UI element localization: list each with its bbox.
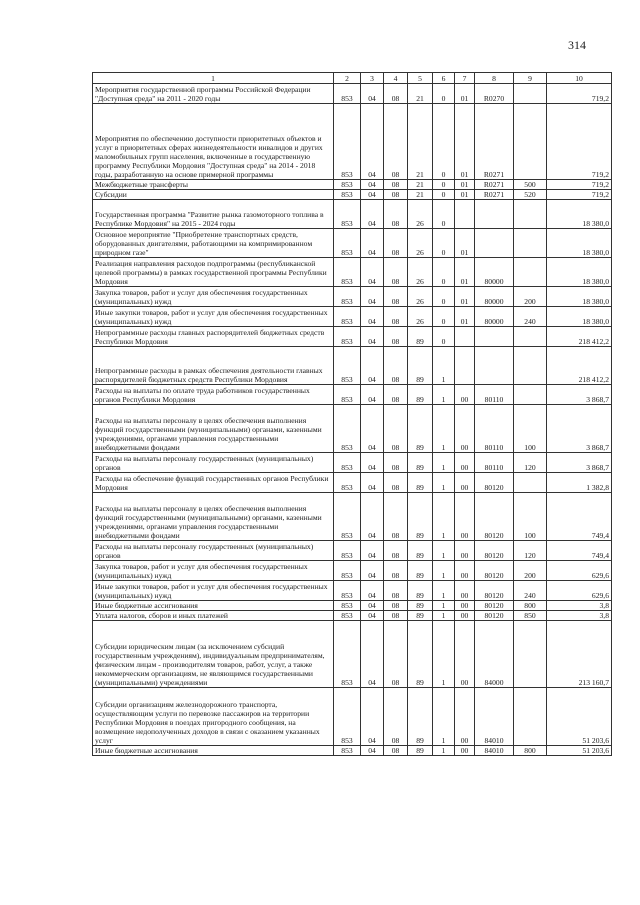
- row-direction: 80110: [475, 453, 514, 473]
- row-admin-code: 853: [334, 104, 361, 180]
- row-amount: 3 868,7: [547, 453, 612, 473]
- row-admin-code: 853: [334, 621, 361, 688]
- row-event: 00: [455, 541, 475, 561]
- row-subprogram: 1: [433, 611, 455, 621]
- table-row: [93, 347, 612, 385]
- row-section: 04: [361, 473, 384, 493]
- row-subsection: 08: [384, 287, 408, 307]
- row-expense-type: 850: [514, 611, 547, 621]
- row-name: Расходы на выплаты персоналу государственных (муниципальных) органов: [93, 541, 334, 561]
- row-name: Мероприятия по обеспечению доступности приоритетных объектов и услуг в приоритетных сферах жизнедеятельности инвалидов и других маломобильных групп населения, включенные в государственную программу Республики Мордовия "Доступная среда" на 2014 - 2018 годы, разработанную на основе примерной программы: [93, 104, 334, 180]
- row-program: 26: [408, 229, 433, 258]
- table-row: [93, 561, 612, 581]
- row-name: Иные бюджетные ассигнования: [93, 601, 334, 611]
- row-expense-type: 120: [514, 541, 547, 561]
- row-direction: 80110: [475, 405, 514, 453]
- row-amount: 719,2: [547, 84, 612, 104]
- header-cell: 9: [514, 73, 547, 84]
- row-subprogram: 0: [433, 180, 455, 190]
- header-cell: 5: [408, 73, 433, 84]
- row-section: 04: [361, 541, 384, 561]
- row-program: 89: [408, 473, 433, 493]
- table-row: [93, 327, 612, 347]
- row-event: 01: [455, 258, 475, 287]
- row-direction: 80120: [475, 541, 514, 561]
- row-subprogram: 1: [433, 688, 455, 746]
- table-row: [93, 453, 612, 473]
- row-expense-type: [514, 258, 547, 287]
- table-row: [93, 287, 612, 307]
- row-event: 00: [455, 621, 475, 688]
- table-row: [93, 258, 612, 287]
- row-program: 89: [408, 405, 433, 453]
- header-cell: 3: [361, 73, 384, 84]
- row-subsection: 08: [384, 190, 408, 200]
- row-subprogram: 0: [433, 307, 455, 327]
- row-admin-code: 853: [334, 493, 361, 541]
- row-program: 89: [408, 327, 433, 347]
- row-event: [455, 200, 475, 229]
- table-row: [93, 405, 612, 453]
- row-expense-type: 240: [514, 581, 547, 601]
- row-subprogram: 1: [433, 581, 455, 601]
- row-expense-type: [514, 688, 547, 746]
- row-direction: R0271: [475, 104, 514, 180]
- row-expense-type: [514, 200, 547, 229]
- row-subsection: 08: [384, 473, 408, 493]
- row-event: 00: [455, 385, 475, 405]
- table-row: [93, 688, 612, 746]
- table-row: [93, 180, 612, 190]
- row-subsection: 08: [384, 200, 408, 229]
- row-direction: [475, 229, 514, 258]
- row-subsection: 08: [384, 258, 408, 287]
- row-subprogram: 0: [433, 287, 455, 307]
- row-section: 04: [361, 258, 384, 287]
- row-expense-type: [514, 104, 547, 180]
- table-row: [93, 473, 612, 493]
- row-expense-type: 240: [514, 307, 547, 327]
- row-amount: 213 160,7: [547, 621, 612, 688]
- row-program: 26: [408, 287, 433, 307]
- row-admin-code: 853: [334, 180, 361, 190]
- row-expense-type: 120: [514, 453, 547, 473]
- row-program: 89: [408, 385, 433, 405]
- row-admin-code: 853: [334, 581, 361, 601]
- row-section: 04: [361, 493, 384, 541]
- row-program: 89: [408, 493, 433, 541]
- table-row: [93, 621, 612, 688]
- row-direction: 84010: [475, 688, 514, 746]
- row-event: 00: [455, 601, 475, 611]
- row-program: 21: [408, 84, 433, 104]
- row-admin-code: 853: [334, 611, 361, 621]
- row-program: 26: [408, 200, 433, 229]
- row-admin-code: 853: [334, 327, 361, 347]
- row-subprogram: 1: [433, 473, 455, 493]
- row-subsection: 08: [384, 746, 408, 756]
- table-row: [93, 104, 612, 180]
- row-subprogram: 1: [433, 541, 455, 561]
- row-admin-code: 853: [334, 229, 361, 258]
- table-row: [93, 190, 612, 200]
- table-row: [93, 385, 612, 405]
- table-row: [93, 746, 612, 756]
- row-direction: 80000: [475, 307, 514, 327]
- row-amount: 629,6: [547, 561, 612, 581]
- row-program: 89: [408, 688, 433, 746]
- row-direction: 84010: [475, 746, 514, 756]
- row-admin-code: 853: [334, 190, 361, 200]
- row-admin-code: 853: [334, 688, 361, 746]
- row-expense-type: 100: [514, 405, 547, 453]
- row-section: 04: [361, 190, 384, 200]
- row-event: 01: [455, 104, 475, 180]
- row-direction: [475, 200, 514, 229]
- row-event: 00: [455, 581, 475, 601]
- row-event: [455, 347, 475, 385]
- row-program: 89: [408, 347, 433, 385]
- row-subsection: 08: [384, 621, 408, 688]
- row-name: Субсидии юридическим лицам (за исключением субсидий государственным учреждениям), индивидуальным предпринимателям, физическим лицам - производителям товаров, работ, услуг, а также некоммерческим организациям, не являющимся государственными (муниципальными) учреждениями: [93, 621, 334, 688]
- row-amount: 719,2: [547, 104, 612, 180]
- table-row: [93, 541, 612, 561]
- row-event: [455, 327, 475, 347]
- row-name: Расходы на выплаты персоналу государственных (муниципальных) органов: [93, 453, 334, 473]
- row-subsection: 08: [384, 561, 408, 581]
- row-program: 89: [408, 541, 433, 561]
- row-section: 04: [361, 621, 384, 688]
- row-expense-type: 200: [514, 287, 547, 307]
- row-amount: 719,2: [547, 190, 612, 200]
- row-program: 89: [408, 746, 433, 756]
- row-name: Субсидии: [93, 190, 334, 200]
- table-row: [93, 611, 612, 621]
- row-section: 04: [361, 347, 384, 385]
- row-subprogram: 1: [433, 385, 455, 405]
- row-admin-code: 853: [334, 601, 361, 611]
- row-direction: 80120: [475, 611, 514, 621]
- row-subprogram: 0: [433, 84, 455, 104]
- row-expense-type: 520: [514, 190, 547, 200]
- header-cell: 7: [455, 73, 475, 84]
- header-cell: 6: [433, 73, 455, 84]
- row-expense-type: [514, 327, 547, 347]
- row-section: 04: [361, 104, 384, 180]
- header-cell: 10: [547, 73, 612, 84]
- row-subsection: 08: [384, 688, 408, 746]
- row-amount: 629,6: [547, 581, 612, 601]
- row-name: Закупка товаров, работ и услуг для обеспечения государственных (муниципальных) нужд: [93, 287, 334, 307]
- row-program: 21: [408, 104, 433, 180]
- row-admin-code: 853: [334, 473, 361, 493]
- row-subsection: 08: [384, 611, 408, 621]
- row-amount: 51 203,6: [547, 746, 612, 756]
- row-amount: 18 380,0: [547, 287, 612, 307]
- row-subsection: 08: [384, 385, 408, 405]
- row-expense-type: [514, 347, 547, 385]
- row-subsection: 08: [384, 180, 408, 190]
- row-section: 04: [361, 229, 384, 258]
- header-cell: 1: [93, 73, 334, 84]
- row-subsection: 08: [384, 493, 408, 541]
- row-name: Субсидии организациям железнодорожного транспорта, осуществляющим услуги по перевозке пассажиров на территории Республики Мордовия в поездах пригородного сообщения, на возмещение недополученных доходов в связи с оказанием указанных услуг: [93, 688, 334, 746]
- row-direction: 80120: [475, 561, 514, 581]
- row-amount: 18 380,0: [547, 229, 612, 258]
- row-program: 89: [408, 581, 433, 601]
- row-section: 04: [361, 287, 384, 307]
- row-amount: 1 382,8: [547, 473, 612, 493]
- row-expense-type: [514, 84, 547, 104]
- row-event: 00: [455, 688, 475, 746]
- row-subprogram: 0: [433, 200, 455, 229]
- row-name: Иные закупки товаров, работ и услуг для обеспечения государственных (муниципальных) нужд: [93, 581, 334, 601]
- row-event: 01: [455, 190, 475, 200]
- row-subsection: 08: [384, 229, 408, 258]
- row-direction: 80120: [475, 493, 514, 541]
- row-admin-code: 853: [334, 287, 361, 307]
- row-name: Уплата налогов, сборов и иных платежей: [93, 611, 334, 621]
- row-direction: [475, 347, 514, 385]
- row-program: 89: [408, 621, 433, 688]
- row-admin-code: 853: [334, 385, 361, 405]
- row-name: Государственная программа "Развитие рынка газомоторного топлива в Республике Мордовия" на 2015 - 2024 годы: [93, 200, 334, 229]
- table-row: [93, 200, 612, 229]
- row-expense-type: [514, 621, 547, 688]
- row-event: 01: [455, 287, 475, 307]
- row-amount: 3 868,7: [547, 405, 612, 453]
- row-name: Расходы на обеспечение функций государственных органов Республики Мордовия: [93, 473, 334, 493]
- row-direction: R0271: [475, 190, 514, 200]
- header-cell: 8: [475, 73, 514, 84]
- row-direction: 80110: [475, 385, 514, 405]
- row-admin-code: 853: [334, 258, 361, 287]
- row-subsection: 08: [384, 307, 408, 327]
- row-amount: 18 380,0: [547, 258, 612, 287]
- table-row: [93, 307, 612, 327]
- row-direction: [475, 327, 514, 347]
- row-event: 00: [455, 611, 475, 621]
- row-section: 04: [361, 180, 384, 190]
- row-amount: 3,8: [547, 601, 612, 611]
- row-subsection: 08: [384, 581, 408, 601]
- row-admin-code: 853: [334, 561, 361, 581]
- row-program: 21: [408, 190, 433, 200]
- row-event: 00: [455, 561, 475, 581]
- row-amount: 18 380,0: [547, 200, 612, 229]
- row-subprogram: 0: [433, 104, 455, 180]
- row-name: Непрограммные расходы главных распорядителей бюджетных средств Республики Мордовия: [93, 327, 334, 347]
- row-name: Закупка товаров, работ и услуг для обеспечения государственных (муниципальных) нужд: [93, 561, 334, 581]
- row-subprogram: 1: [433, 746, 455, 756]
- row-section: 04: [361, 746, 384, 756]
- row-admin-code: 853: [334, 405, 361, 453]
- table-row: [93, 581, 612, 601]
- row-section: 04: [361, 453, 384, 473]
- row-expense-type: 500: [514, 180, 547, 190]
- row-section: 04: [361, 200, 384, 229]
- row-subprogram: 0: [433, 190, 455, 200]
- row-section: 04: [361, 385, 384, 405]
- row-event: 01: [455, 180, 475, 190]
- row-admin-code: 853: [334, 746, 361, 756]
- row-program: 21: [408, 180, 433, 190]
- row-section: 04: [361, 84, 384, 104]
- row-name: Расходы на выплаты персоналу в целях обеспечения выполнения функций государственными (муниципальными) органами, казенными учреждениями, органами управления государственными внебюджетными фондами: [93, 405, 334, 453]
- row-program: 89: [408, 611, 433, 621]
- row-subprogram: 0: [433, 229, 455, 258]
- row-program: 89: [408, 601, 433, 611]
- row-name: Иные бюджетные ассигнования: [93, 746, 334, 756]
- row-direction: 80000: [475, 258, 514, 287]
- row-event: 01: [455, 229, 475, 258]
- row-program: 26: [408, 258, 433, 287]
- row-event: 00: [455, 405, 475, 453]
- row-section: 04: [361, 405, 384, 453]
- row-name: Расходы на выплаты персоналу в целях обеспечения выполнения функций государственными (муниципальными) органами, казенными учреждениями, органами управления государственными внебюджетными фондами: [93, 493, 334, 541]
- header-cell: 4: [384, 73, 408, 84]
- row-name: Основное мероприятие "Приобретение транспортных средств, оборудованных двигателями, работающими на компримированном природном газе": [93, 229, 334, 258]
- row-subprogram: 1: [433, 347, 455, 385]
- row-direction: 80000: [475, 287, 514, 307]
- row-amount: 749,4: [547, 541, 612, 561]
- row-event: 01: [455, 84, 475, 104]
- row-section: 04: [361, 581, 384, 601]
- budget-table: [92, 72, 612, 756]
- row-name: Иные закупки товаров, работ и услуг для обеспечения государственных (муниципальных) нужд: [93, 307, 334, 327]
- row-section: 04: [361, 611, 384, 621]
- row-direction: 80120: [475, 581, 514, 601]
- header-cell: 2: [334, 73, 361, 84]
- row-direction: R0270: [475, 84, 514, 104]
- row-admin-code: 853: [334, 200, 361, 229]
- row-expense-type: 200: [514, 561, 547, 581]
- row-event: 00: [455, 453, 475, 473]
- row-expense-type: 800: [514, 746, 547, 756]
- row-amount: 218 412,2: [547, 347, 612, 385]
- row-name: Межбюджетные трансферты: [93, 180, 334, 190]
- row-admin-code: 853: [334, 453, 361, 473]
- row-admin-code: 853: [334, 347, 361, 385]
- row-amount: 218 412,2: [547, 327, 612, 347]
- row-admin-code: 853: [334, 307, 361, 327]
- table-row: [93, 84, 612, 104]
- row-amount: 749,4: [547, 493, 612, 541]
- row-name: Расходы на выплаты по оплате труда работников государственных органов Республики Мордовия: [93, 385, 334, 405]
- row-subsection: 08: [384, 541, 408, 561]
- table-row: [93, 493, 612, 541]
- row-expense-type: [514, 229, 547, 258]
- row-subprogram: 0: [433, 258, 455, 287]
- row-event: 01: [455, 307, 475, 327]
- row-subprogram: 1: [433, 621, 455, 688]
- row-subprogram: 1: [433, 493, 455, 541]
- row-amount: 3 868,7: [547, 385, 612, 405]
- row-amount: 3,8: [547, 611, 612, 621]
- row-name: Мероприятия государственной программы Российской Федерации "Доступная среда" на 2011 - 2020 годы: [93, 84, 334, 104]
- row-name: Непрограммные расходы в рамках обеспечения деятельности главных распорядителей бюджетных средств Республики Мордовия: [93, 347, 334, 385]
- row-program: 89: [408, 453, 433, 473]
- row-subsection: 08: [384, 601, 408, 611]
- row-amount: 18 380,0: [547, 307, 612, 327]
- row-subsection: 08: [384, 104, 408, 180]
- row-subprogram: 1: [433, 405, 455, 453]
- row-expense-type: 100: [514, 493, 547, 541]
- row-direction: 84000: [475, 621, 514, 688]
- row-program: 89: [408, 561, 433, 581]
- row-event: 00: [455, 746, 475, 756]
- row-direction: 80120: [475, 601, 514, 611]
- row-expense-type: 800: [514, 601, 547, 611]
- row-direction: 80120: [475, 473, 514, 493]
- row-section: 04: [361, 688, 384, 746]
- row-subprogram: 1: [433, 601, 455, 611]
- row-subsection: 08: [384, 84, 408, 104]
- row-section: 04: [361, 561, 384, 581]
- row-program: 26: [408, 307, 433, 327]
- row-subprogram: 1: [433, 561, 455, 581]
- row-name: Реализация направления расходов подпрограммы (республиканской целевой программы) в рамках государственной программы Республики Мордовия: [93, 258, 334, 287]
- row-subsection: 08: [384, 453, 408, 473]
- row-subprogram: 0: [433, 327, 455, 347]
- row-subsection: 08: [384, 347, 408, 385]
- table-row: [93, 601, 612, 611]
- row-amount: 51 203,6: [547, 688, 612, 746]
- row-admin-code: 853: [334, 84, 361, 104]
- row-admin-code: 853: [334, 541, 361, 561]
- row-section: 04: [361, 601, 384, 611]
- page-number: 314: [568, 38, 586, 52]
- header-row: [93, 73, 612, 84]
- row-event: 00: [455, 493, 475, 541]
- row-subprogram: 1: [433, 453, 455, 473]
- row-subsection: 08: [384, 405, 408, 453]
- row-expense-type: [514, 473, 547, 493]
- row-amount: 719,2: [547, 180, 612, 190]
- row-section: 04: [361, 327, 384, 347]
- row-event: 00: [455, 473, 475, 493]
- row-direction: R0271: [475, 180, 514, 190]
- row-section: 04: [361, 307, 384, 327]
- row-subsection: 08: [384, 327, 408, 347]
- table-row: [93, 229, 612, 258]
- row-expense-type: [514, 385, 547, 405]
